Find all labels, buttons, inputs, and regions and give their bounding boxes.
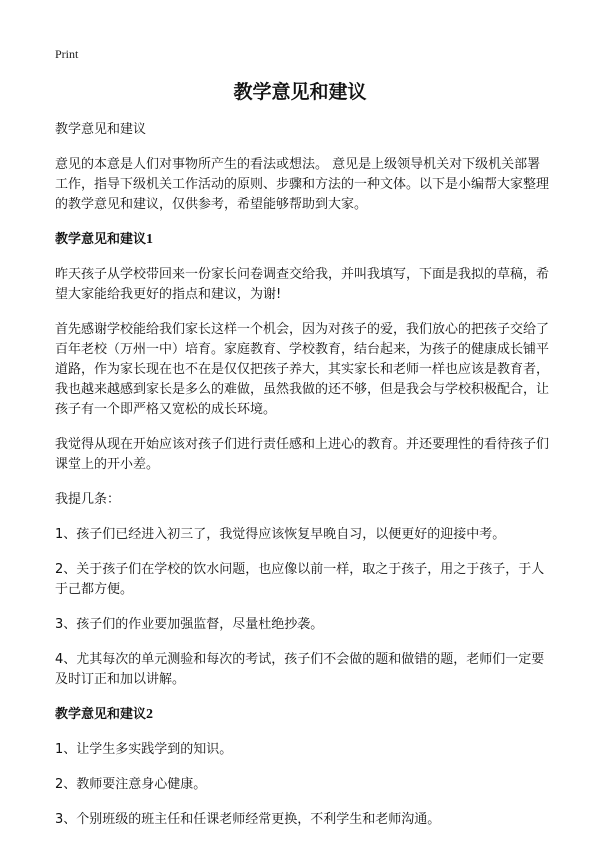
section1-paragraph: 我觉得从现在开始应该对孩子们进行责任感和上进心的教育。并还要理性的看待孩子们课堂上的开小差。 [55, 437, 550, 472]
print-link[interactable]: Print [55, 47, 79, 61]
article-body [55, 120, 550, 845]
section-heading-1-text: 教学意见和建议 [55, 232, 147, 247]
section-heading-2-text: 教学意见和建议 [55, 707, 147, 722]
section1-list-item: 3、孩子们的作业要加强监督，尽量杜绝抄袭。 [55, 617, 324, 632]
section2-list-item: 2、教师要注意身心健康。 [55, 777, 207, 792]
section1-list-item: 1、孩子们已经进入初三了，我觉得应该恢复早晚自习，以便更好的迎接中考。 [55, 527, 506, 542]
section1-paragraph: 首先感谢学校能给我们家长这样一个机会，因为对孩子的爱，我们放心的把孩子交给了百年老校（万州一中）培育。家庭教育、学校教育，结台起来，为孩子的健康成长铺平道路，作为家长现在也不在是仅仅把孩子养大，其实家长和老师一样也应该是教育者，我也越来越感到家长是多么的难做，虽然我做的还不够，但是我会与学校积极配合，让孩子有一个即严格又宽松的成长环境。 [55, 322, 550, 417]
intro-paragraph: 意见的本意是人们对事物所产生的看法或想法。 意见是上级领导机关对下级机关部署工作，指导下级机关工作活动的原则、步骤和方法的一种文体。以下是小编帮大家整理的教学意见和建议，仅供参考，希望能够帮助到大家。 [55, 157, 550, 212]
intro-label: 教学意见和建议 [55, 122, 147, 137]
section2-list-item: 1、让学生多实践学到的知识。 [55, 742, 233, 757]
section2-list-item: 3、个别班级的班主任和任课老师经常更换，不利学生和老师沟通。 [55, 812, 441, 827]
section1-paragraph: 我提几条： [55, 492, 121, 507]
section-heading-1-number: 1 [146, 232, 154, 247]
section-heading-2 [55, 705, 550, 725]
section1-paragraph: 昨天孩子从学校带回来一份家长问卷调查交给我，并叫我填写，下面是我拟的草稿，希望大家能给我更好的指点和建议，为谢! [55, 267, 550, 302]
section1-list-item: 4、尤其每次的单元测验和每次的考试，孩子们不会做的题和做错的题，老师们一定要及时订正和加以讲解。 [55, 652, 545, 687]
section-heading-1 [55, 230, 550, 250]
section1-list-item: 2、关于孩子们在学校的饮水问题，也应像以前一样，取之于孩子，用之于孩子，于人于己都方便。 [55, 562, 545, 597]
page-title: 教学意见和建议 [233, 81, 367, 103]
section-heading-2-number: 2 [146, 707, 154, 722]
